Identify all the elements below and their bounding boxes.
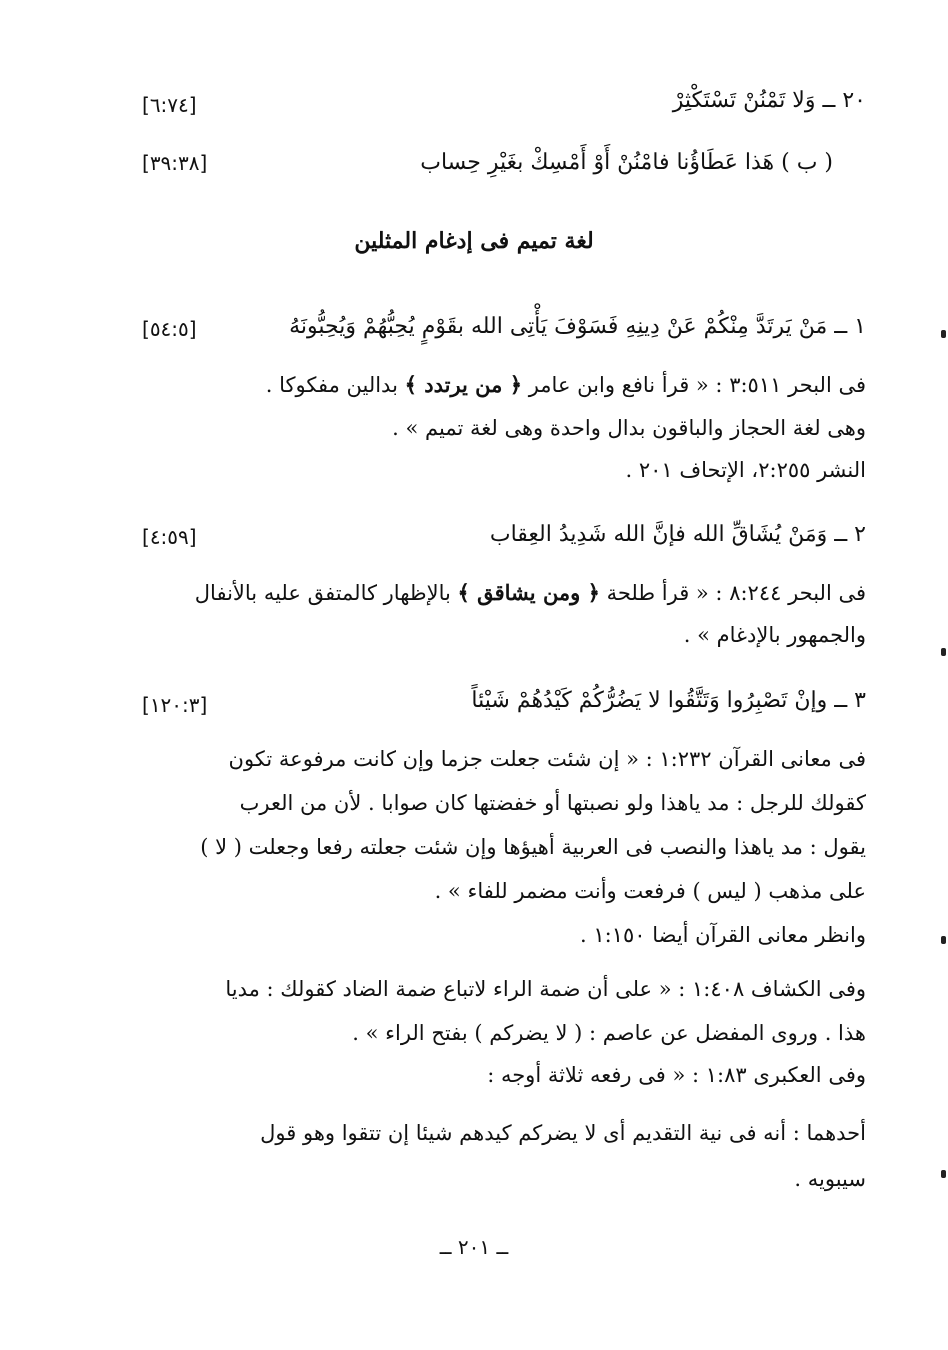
verse-3-reference: [١٢٠:٣] (142, 693, 208, 717)
scan-mark (941, 648, 946, 656)
verse-1-reference: [٥٤:٥] (142, 317, 197, 341)
commentary-line (266, 370, 866, 400)
quran-citation: ﴿ ومن يشاقق ﴾ (457, 580, 600, 605)
page-number: ــ ٢٠١ ــ (439, 1235, 509, 1259)
commentary-text: بدالين مفكوكا . (265, 373, 405, 397)
quran-citation: ﴿ من يرتدد ﴾ (404, 372, 523, 397)
section-heading: لغة تميم فى إدغام المثلين (354, 228, 594, 254)
commentary-line: وانظر معانى القرآن أيضا ١:١٥٠ . (579, 923, 866, 947)
commentary-line: هذا . وروى المفضل عن عاصم : ( لا يضركم ) بفتح الراء » . (352, 1021, 866, 1045)
scan-mark (941, 330, 946, 338)
verse-20-reference: [٦:٧٤] (142, 93, 197, 117)
verse-b-reference: [٣٩:٣٨] (142, 151, 208, 175)
commentary-line: يقول : مد ياهذا والنصب فى العربية أهيؤها وإن شئت جعلته رفعا وجعلت ( لا ) (200, 835, 866, 859)
commentary-line: كقولك للرجل : مد ياهذا ولو نصبتها أو خفضتها كان صوابا . لأن من العرب (239, 791, 866, 815)
verse-b: ( ب ) هَذا عَطَاؤُنا فامْنُنْ أَوْ أَمْسِكْ بغَيْرِ حِساب (420, 150, 833, 175)
commentary-line: فى معانى القرآن ١:٢٣٢ : « إن شئت جعلت جزما وإن كانت مرفوعة تكون (228, 747, 866, 771)
scan-mark (941, 936, 946, 944)
commentary-line: وهى لغة الحجاز والباقون بدال واحدة وهى لغة تميم » . (392, 416, 866, 440)
commentary-line: النشر ٢:٢٥٥، الإتحاف ٢٠١ . (625, 458, 866, 482)
commentary-text: فى البحر ٣:٥١١ : « قرأ نافع وابن عامر (522, 373, 866, 397)
verse-2-reference: [٤:٥٩] (142, 525, 197, 549)
commentary-line: وفى الكشاف ١:٤٠٨ : « على أن ضمة الراء لاتباع ضمة الضاد كقولك : مديا (225, 977, 866, 1001)
verse-3: ٣ ــ وإنْ تَصْبِرُوا وَتَتَّقُوا لا يَضُرُّكُمْ كَيْدُهُمْ شَيْئاً (471, 688, 866, 713)
verse-20: ٢٠ ــ وَلا تَمْنُنْ تَسْتَكْثِرْ (672, 88, 866, 113)
commentary-line: والجمهور بالإدغام » . (683, 623, 866, 647)
commentary-text: فى البحر ٨:٢٤٤ : « قرأ طلحة (599, 581, 866, 605)
commentary-line: على مذهب ( ليس ) فرفعت وأنت مضمر للفاء » . (434, 879, 866, 903)
commentary-line (195, 578, 866, 608)
commentary-line: وفى العكبرى ١:٨٣ : « فى رفعه ثلاثة أوجه : (487, 1063, 866, 1087)
verse-1: ١ ــ مَنْ يَرتَدَّ مِنْكُمْ عَنْ دِينِهِ فَسَوْفَ يَأْتِى الله بقَوْمٍ يُحِبُّهُمْ وَيُحِبُّونَهُ (289, 314, 866, 339)
commentary-line: سيبويه . (794, 1167, 866, 1191)
verse-2: ٢ ــ وَمَنْ يُشَاقِّ الله فإنَّ الله شَدِيدُ العِقاب (489, 522, 866, 547)
commentary-line: أحدهما : أنه فى نية التقديم أى لا يضركم كيدهم شيئا إن تتقوا وهو قول (260, 1121, 866, 1145)
commentary-text: بالإظهار كالمتفق عليه بالأنفال (194, 581, 458, 605)
scan-mark (941, 1170, 946, 1178)
